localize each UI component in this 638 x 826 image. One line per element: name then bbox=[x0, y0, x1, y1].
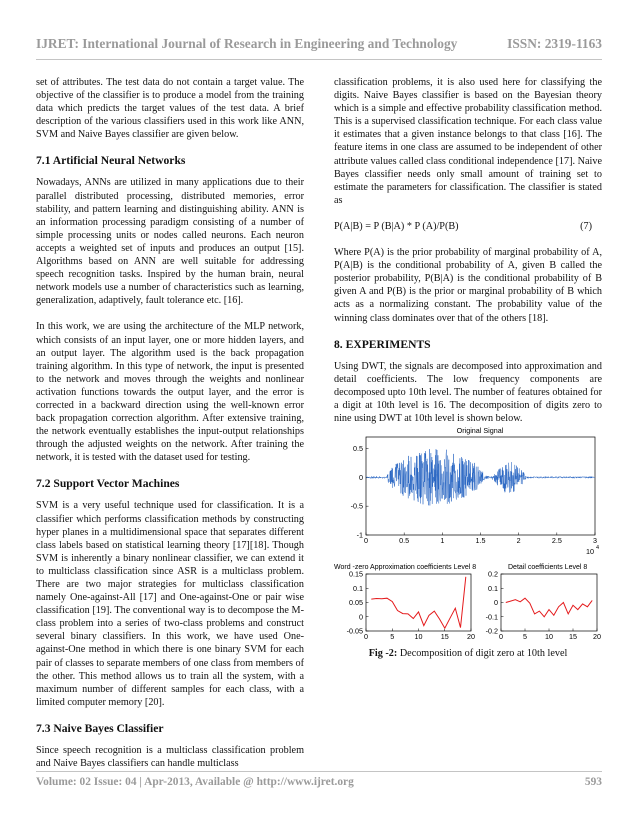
footer-info: Volume: 02 Issue: 04 | Apr-2013, Available @ http://www.ijret.org bbox=[36, 776, 354, 788]
journal-name: IJRET: International Journal of Research in Engineering and Technology bbox=[36, 36, 458, 51]
original-signal-x-tick-label: 0.5 bbox=[399, 536, 410, 546]
section-heading-experiments: 8. EXPERIMENTS bbox=[334, 337, 431, 351]
detail-x-tick-label: 15 bbox=[569, 632, 577, 640]
nb-where-paragraph: Where P(A) is the prior probability of marginal probability of A, P(A|B) is the conditional probability of A, given B called the posterior probability, P(B|A) is the conditional probability of B given A and P(B) is the prior or marginal probability of B which acts as a normalizing constant. The probability value of the winning class dominates over that of the others [18]. bbox=[334, 247, 602, 324]
right-column bbox=[334, 76, 602, 660]
experiments-paragraph: Using DWT, the signals are decomposed into approximation and detail coefficients. The low frequency components are decomposed upto 10th level. The number of features obtained for a digit at 10th level is 16. The decomposition of digits zero to nine using DWT at 10th level is shown below. bbox=[334, 360, 602, 424]
section-heading-svm: 7.2 Support Vector Machines bbox=[36, 477, 180, 491]
ann-paragraph-1: Nowadays, ANNs are utilized in many applications due to their parallel distributed processing, distributed memories, error stability, and pattern learning and distinguishing ability. ANN is an information processing paradigm consisting of a number of simple processing units or nodes called neurons. Each neuron accepts a weighted set of inputs and produces an output [15]. Algorithms based on ANN are well suitable for addressing speech recognition tasks. Inspired by the human brain, neural network models use a number of characteristics such as learning, generalization, adaptively, fault tolerance etc. [16]. bbox=[36, 177, 304, 307]
original-signal-x-tick-label: 1 bbox=[440, 536, 445, 546]
original-signal-y-tick-label: -1 bbox=[356, 530, 363, 540]
figure-caption bbox=[334, 647, 602, 660]
original-signal-x-tick-label: 3 bbox=[593, 536, 597, 546]
nb-paragraph: Since speech recognition is a multiclass classification problem and Naive Bayes classifiers can handle multiclass bbox=[36, 744, 304, 770]
page-header bbox=[36, 36, 602, 56]
footer-rule bbox=[36, 771, 602, 772]
approximation-x-tick-label: 0 bbox=[364, 632, 368, 640]
original-signal-frame bbox=[366, 437, 595, 535]
ann-paragraph-2: In this work, we are using the architecture of the MLP network, which consists of an input layer, one or more hidden layers, and an output layer. The algorithm used is the back propagation training algorithm. In this type of network, the input is presented to the network and moves through the weights and nonlinear activation functions towards the output layer, and the error is corrected in a backward direction using the well-known error back propagation correction algorithm. After extensive training, the network eventually establishes the input-output relationships through the adjusted weights on the network. After training the network, it is tested with the dataset used for testing. bbox=[36, 321, 304, 464]
x-scale-exponent: 4 bbox=[596, 545, 600, 552]
section-heading-ann: 7.1 Artificial Neural Networks bbox=[36, 154, 186, 168]
approximation-plot bbox=[334, 564, 476, 639]
original-signal-x-tick-label: 0 bbox=[364, 536, 368, 546]
detail-x-tick-label: 20 bbox=[593, 632, 601, 640]
approximation-title: Word -zero Approximation coefficients Level 8 bbox=[334, 564, 477, 572]
equation: P(A|B) = P (B|A) * P (A)/P(B) bbox=[334, 220, 459, 232]
detail-frame bbox=[501, 574, 597, 631]
original-signal-title: Original Signal bbox=[456, 426, 504, 436]
detail-x-tick-label: 0 bbox=[499, 632, 503, 640]
intro-paragraph: set of attributes. The test data do not contain a target value. The objective of the classifier is to produce a model from the training data which predicts the target values of the test data. A brief description of the various classifiers used in this work like ANN, SVM and Naive Bayes classifier are given below. bbox=[36, 77, 304, 141]
approximation-x-tick-label: 20 bbox=[467, 632, 475, 640]
original-signal-plot bbox=[351, 426, 599, 556]
x-scale-base: 10 bbox=[586, 547, 594, 557]
detail-title: Detail coefficients Level 8 bbox=[508, 564, 588, 572]
approximation-y-tick-label: 0.1 bbox=[353, 583, 363, 593]
detail-y-tick-label: -0.2 bbox=[485, 626, 498, 636]
detail-plot bbox=[486, 564, 601, 639]
left-column bbox=[36, 76, 304, 783]
original-signal-x-tick-label: 2 bbox=[516, 536, 521, 546]
detail-y-tick-label: 0 bbox=[494, 598, 498, 608]
approximation-y-tick-label: -0.05 bbox=[346, 626, 363, 636]
equation-number: (7) bbox=[580, 220, 592, 232]
approximation-x-tick-label: 15 bbox=[440, 632, 449, 640]
figure-svg bbox=[334, 425, 602, 639]
original-signal-x-tick-label: 1.5 bbox=[475, 536, 486, 546]
detail-x-tick-label: 10 bbox=[545, 632, 553, 640]
nb-continuation: classification problems, it is also used here for classifying the digits. Naive Bayes classifier is based on the Bayesian theory which is a simple and effective probability classification method. This is a supervised classification technique. For each class value it estimates that a given instance belongs to that class [16]. The feature items in one class are assumed to be independent of other attribute values called class conditional independence [17]. Naive Bayes classifier needs only small amount of training set to estimate the parameters for classification. The classifier is stated as bbox=[334, 77, 602, 206]
approximation-x-tick-label: 10 bbox=[414, 632, 423, 640]
svm-paragraph: SVM is a very useful technique used for classification. It is a classifier which performs classification methods by constructing hyper planes in a multidimensional space that separates different class labels based on statistical learning theory [17][18]. Though SVM is inherently a binary nonlinear classifier, we can extend it to multiclass classification since ASR is a multiclass problem. There are two major strategies for multiclass classification namely One-against-All [17] and One-against-One or pair wise classification [19]. The conventional way is to decompose the M-class problem into a series of two-class problems and construct several binary classifiers. In this work, we have used One-against-One method in which there is one binary SVM for each pair of classes to separate members of one class from members of the other. This method allows us to train all the system, with a maximum number of different samples for each class, with a limited computer memory [20]. bbox=[36, 500, 304, 708]
detail-y-tick-label: 0.1 bbox=[488, 583, 498, 593]
equation-row bbox=[334, 220, 602, 233]
section-heading-nb: 7.3 Naive Bayes Classifier bbox=[36, 721, 164, 735]
header-rule bbox=[36, 59, 602, 60]
approximation-y-tick-label: 0.05 bbox=[349, 598, 363, 608]
page-number: 593 bbox=[584, 776, 602, 788]
issn: ISSN: 2319-1163 bbox=[507, 36, 602, 51]
approximation-frame bbox=[366, 574, 471, 631]
original-signal-y-tick-label: -0.5 bbox=[350, 501, 363, 511]
approximation-y-tick-label: 0.15 bbox=[349, 569, 363, 579]
original-signal-y-tick-label: 0 bbox=[359, 472, 363, 482]
detail-x-tick-label: 5 bbox=[523, 632, 527, 640]
detail-y-tick-label: 0.2 bbox=[488, 569, 498, 579]
caption-label: Fig -2: bbox=[368, 648, 398, 660]
approximation-y-tick-label: 0 bbox=[359, 612, 363, 622]
original-signal-x-tick-label: 2.5 bbox=[551, 536, 562, 546]
approximation-x-tick-label: 5 bbox=[390, 632, 395, 640]
figure-2 bbox=[334, 425, 602, 639]
original-signal-y-tick-label: 0.5 bbox=[353, 444, 363, 454]
caption-text: Decomposition of digit zero at 10th level bbox=[397, 648, 568, 660]
detail-y-tick-label: -0.1 bbox=[485, 612, 498, 622]
